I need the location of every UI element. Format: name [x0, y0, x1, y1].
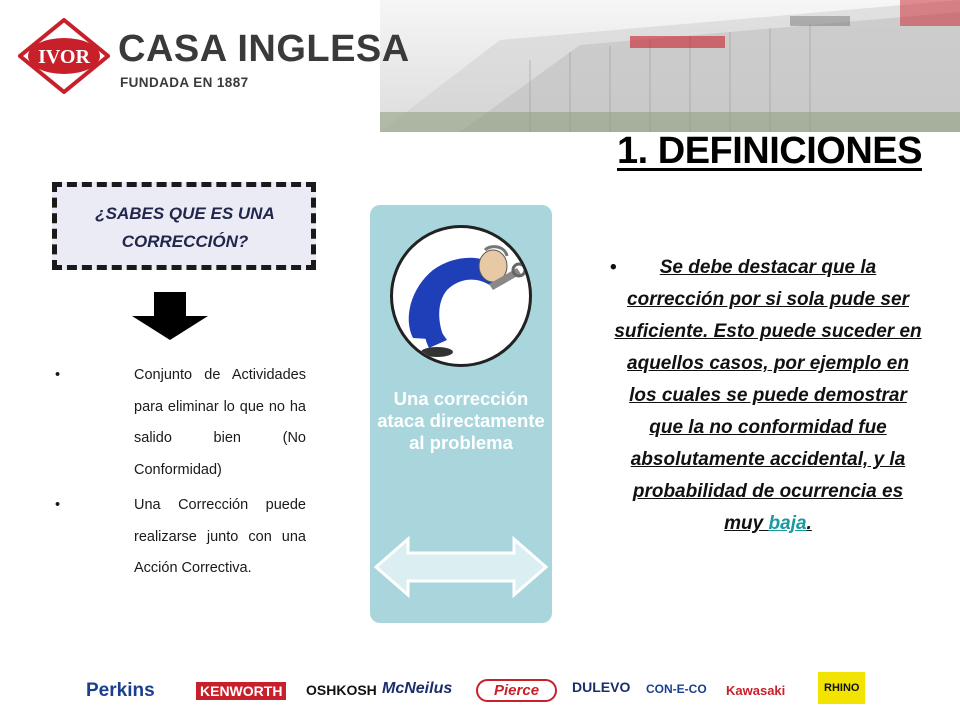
ivor-emblem-icon — [18, 18, 110, 94]
list-item — [52, 490, 306, 585]
perkins-logo: Perkins — [86, 680, 155, 701]
kawasaki-logo: Kawasaki — [726, 683, 786, 698]
list-item — [52, 360, 306, 486]
brand-name: CASA INGLESA — [118, 28, 410, 70]
definition-list — [52, 360, 306, 589]
kenworth-logo: KENWORTH — [196, 682, 286, 700]
oshkosh-logo: OSHKOSH — [306, 682, 377, 698]
question-text: ¿SABES QUE ES UNA CORRECCIÓN? — [95, 204, 275, 251]
bullet: • — [610, 257, 617, 278]
mechanic-image — [390, 225, 532, 367]
explanation-body: Se debe destacar que la corrección por si sola pude ser suficiente. Esto puede suceder en aquellos casos, por ejemplo en los cuales se puede demostrar que la no conformidad fue absolutamente accidental, y la probabilidad de ocurrencia es muy — [614, 257, 922, 534]
mcneilus-logo: McNeilus — [382, 680, 453, 697]
explanation-paragraph — [612, 252, 924, 540]
emblem-text: IVOR — [38, 46, 90, 68]
baja-link[interactable]: baja — [768, 513, 807, 534]
brand-subtitle: FUNDADA EN 1887 — [120, 75, 249, 90]
coneco-logo: CON-E-CO — [646, 682, 707, 696]
explanation-end: . — [806, 513, 812, 534]
double-arrow-icon — [374, 535, 548, 599]
list-item-text: Una Corrección puede realizarse junto con una Acción Correctiva. — [134, 497, 306, 576]
partner-logos-bar — [80, 666, 890, 710]
dulevo-logo: DULEVO — [572, 679, 631, 695]
slide-title: 1. DEFINICIONES — [617, 130, 922, 172]
list-item-text: Conjunto de Actividades para eliminar lo que no ha salido bien (No Conformidad) — [134, 367, 306, 478]
pierce-logo: Pierce — [476, 679, 557, 702]
rhino-logo: RHINO — [818, 672, 865, 704]
down-arrow-icon — [130, 292, 210, 342]
panel-text: Una corrección ataca directamente al problema — [377, 388, 545, 453]
bullet: • — [55, 367, 61, 383]
header-building-photo — [380, 0, 960, 132]
mechanic-with-wrench-icon — [393, 228, 529, 364]
bullet: • — [55, 497, 61, 513]
